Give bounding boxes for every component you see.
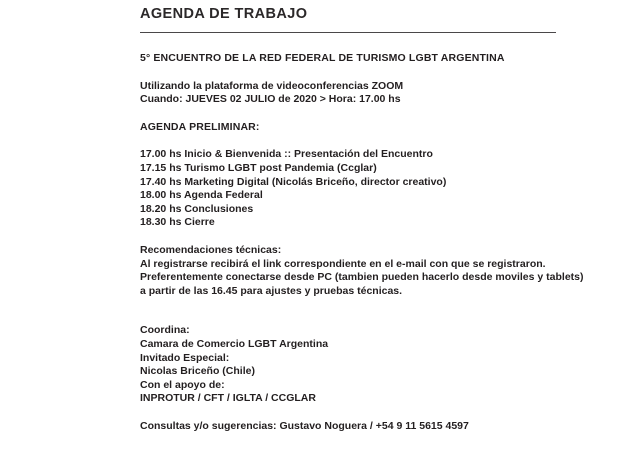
page-title: AGENDA DE TRABAJO <box>140 6 308 22</box>
event-subtitle: 5° ENCUENTRO DE LA RED FEDERAL DE TURISMO LGBT ARGENTINA <box>140 52 505 64</box>
spacer <box>140 66 610 80</box>
spacer <box>140 230 610 244</box>
document-content <box>140 0 610 433</box>
list-item: 17.40 hs Marketing Digital (Nicolás Briceño, director creativo) <box>140 175 447 188</box>
agenda-list <box>140 148 610 230</box>
credits-line: Camara de Comercio LGBT Argentina <box>140 337 329 350</box>
spacer <box>140 33 610 52</box>
contact-line: Consultas y/o sugerencias: Gustavo Noguera / +54 9 11 5615 4597 <box>140 419 469 432</box>
list-item: 17.00 hs Inicio & Bienvenida :: Presentación del Encuentro <box>140 148 433 161</box>
list-item: 18.20 hs Conclusiones <box>140 202 254 215</box>
recommendations-line: a partir de las 16.45 para ajustes y pruebas técnicas. <box>140 284 403 297</box>
credits-line: Nicolas Briceño (Chile) <box>140 365 255 378</box>
recommendations-heading: Recomendaciones técnicas: <box>140 243 282 256</box>
platform-info <box>140 80 610 107</box>
credits-line: Coordina: <box>140 324 190 337</box>
spacer <box>140 107 610 121</box>
list-item: 17.15 hs Turismo LGBT post Pandemia (Ccglar) <box>140 161 377 174</box>
recommendations-section <box>140 244 610 298</box>
credits-line: Invitado Especial: <box>140 351 230 364</box>
list-item: 18.30 hs Cierre <box>140 216 215 229</box>
when-line: Cuando: JUEVES 02 JULIO de 2020 > Hora: 17.00 hs <box>140 93 401 106</box>
recommendations-line: Al registrarse recibirá el link correspondiente en el e-mail con que se registraron. <box>140 257 546 270</box>
platform-line: Utilizando la plataforma de videoconferencias ZOOM <box>140 79 404 92</box>
recommendations-line: Preferentemente conectarse desde PC (tambien pueden hacerlo desde moviles y tablets) <box>140 271 584 284</box>
credits-section <box>140 324 610 406</box>
agenda-heading: AGENDA PRELIMINAR: <box>140 120 260 133</box>
spacer <box>140 406 610 420</box>
credits-line: Con el apoyo de: <box>140 378 225 391</box>
credits-line: INPROTUR / CFT / IGLTA / CCGLAR <box>140 392 316 405</box>
spacer <box>140 298 610 324</box>
list-item: 18.00 hs Agenda Federal <box>140 189 263 202</box>
spacer <box>140 134 610 148</box>
